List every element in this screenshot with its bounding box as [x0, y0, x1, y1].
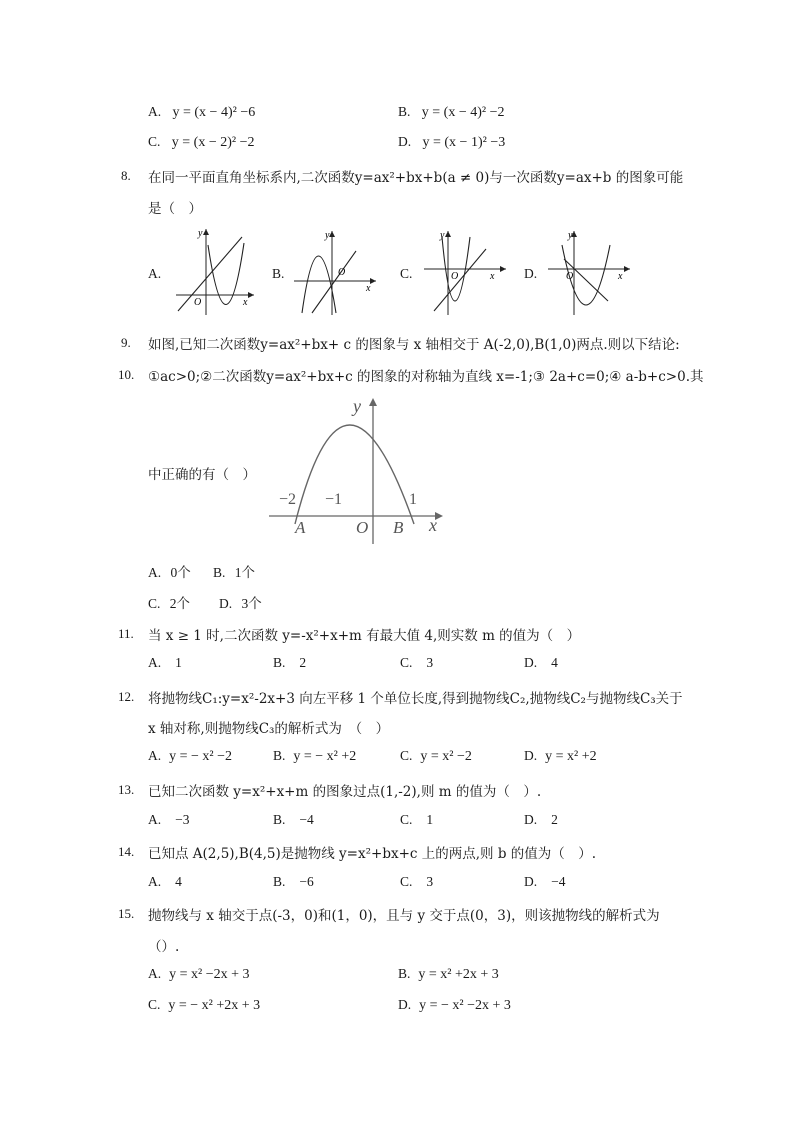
- y-axis-label: y: [440, 230, 445, 241]
- option-label: C.: [148, 596, 161, 611]
- q7-option-a[interactable]: [148, 104, 255, 121]
- q8-graph-d[interactable]: [544, 225, 634, 317]
- q12-stem-line2: x 轴对称,则抛物线C₃的解析式为 （ ）: [148, 721, 390, 737]
- q10-option-a[interactable]: [148, 561, 191, 581]
- q14-option-c[interactable]: [400, 874, 433, 890]
- option-text: y = x² −2x + 3: [169, 967, 250, 982]
- tick-label-minus1: −1: [325, 491, 343, 508]
- option-text: y = − x² −2x + 3: [419, 998, 511, 1013]
- q12-stem-line1: 将抛物线C₁:y=x²-2x+3 向左平移 1 个单位长度,得到抛物线C₂,抛物线C₂与抛物线C₃关于: [148, 691, 683, 707]
- x-axis-label: x: [618, 271, 623, 282]
- y-axis-label: y: [353, 396, 361, 416]
- point-b-label: B: [393, 518, 404, 537]
- option-label: C.: [400, 874, 413, 889]
- q10-option-d[interactable]: [219, 592, 262, 612]
- option-text: 2个: [169, 596, 191, 611]
- option-text: 1个: [234, 565, 256, 580]
- q8-graph-a[interactable]: [168, 225, 258, 317]
- q13-stem: 已知二次函数 y=x²+x+m 的图象过点(1,-2),则 m 的值为（ ）.: [148, 784, 542, 800]
- q14-option-b[interactable]: [273, 874, 314, 890]
- x-axis-label: x: [429, 515, 437, 535]
- option-label: D.: [398, 997, 412, 1012]
- option-label: A.: [148, 966, 162, 981]
- q14-option-d[interactable]: [524, 874, 566, 890]
- option-text: y = − x² +2x + 3: [168, 998, 261, 1013]
- q11-option-b[interactable]: [273, 655, 306, 671]
- q13-option-a[interactable]: [148, 812, 190, 828]
- question-number: 14.: [118, 844, 135, 859]
- q13-option-b[interactable]: [273, 812, 314, 828]
- option-text: y = − x² +2: [293, 749, 357, 764]
- option-text: 0个: [170, 565, 191, 580]
- question-number: 9.: [121, 335, 131, 350]
- q7-option-d[interactable]: [398, 134, 505, 151]
- option-text: 2: [299, 655, 307, 670]
- option-label: D.: [524, 874, 538, 889]
- origin-label: O: [451, 271, 459, 282]
- option-label: D.: [219, 596, 233, 611]
- q8-graph-c[interactable]: [420, 225, 510, 317]
- y-axis-label: y: [568, 230, 573, 241]
- q10-stem-cont: 中正确的有（ ）: [148, 467, 256, 483]
- tick-label-minus2: −2: [279, 491, 297, 508]
- option-label: B.: [398, 104, 411, 119]
- q15-stem-line1: 抛物线与 x 轴交于点(-3，0)和(1，0)，且与 y 交于点(0，3)，则该抛物线的解析式为: [148, 908, 660, 924]
- point-a-label: A: [295, 518, 306, 537]
- option-label: A.: [148, 748, 162, 763]
- option-text: 4: [551, 655, 558, 670]
- q11-option-d[interactable]: [524, 655, 558, 671]
- option-text: 3个: [241, 596, 262, 611]
- option-label: A.: [148, 655, 162, 670]
- q12-option-c[interactable]: [400, 748, 472, 765]
- q12-option-b[interactable]: [273, 748, 356, 765]
- question-number: 10.: [118, 367, 135, 382]
- option-text: y = x² +2: [545, 749, 597, 764]
- option-text: y = x² −2: [420, 749, 472, 764]
- option-label: B.: [398, 966, 411, 981]
- question-number: 8.: [121, 168, 131, 183]
- option-label: C.: [148, 997, 161, 1012]
- q15-option-d[interactable]: [398, 997, 511, 1014]
- option-text: 3: [426, 874, 434, 889]
- option-text: −6: [299, 874, 314, 889]
- q8-stem-line2: 是（ ）: [148, 201, 202, 217]
- y-axis-label: y: [198, 228, 203, 239]
- x-axis-label: x: [243, 297, 248, 308]
- option-label: D.: [398, 134, 412, 149]
- q15-option-a[interactable]: [148, 966, 250, 983]
- option-text: 4: [175, 874, 182, 889]
- option-expr: y = (x − 4)² −2: [421, 105, 505, 120]
- q10-option-c[interactable]: [148, 592, 190, 612]
- option-label: B.: [273, 748, 286, 763]
- question-number: 15.: [118, 906, 135, 921]
- q8-stem-line1: 在同一平面直角坐标系内,二次函数y=ax²+bx+b(a ≠ 0)与一次函数y=ax+b 的图象可能: [148, 170, 684, 186]
- option-text: y = x² +2x + 3: [418, 967, 499, 982]
- option-text: −4: [551, 874, 566, 889]
- q12-option-a[interactable]: [148, 748, 232, 765]
- option-text: −3: [175, 812, 190, 827]
- option-label: C.: [400, 812, 413, 827]
- tick-label-1: 1: [409, 491, 417, 508]
- q15-option-b[interactable]: [398, 966, 499, 983]
- q15-stem-line2: （）.: [148, 939, 180, 955]
- option-text: 3: [426, 655, 434, 670]
- origin-label: O: [356, 518, 369, 537]
- q8-option-a-label[interactable]: A.: [148, 266, 162, 281]
- q7-option-c[interactable]: [148, 134, 254, 151]
- option-expr: y = (x − 4)² −6: [172, 105, 256, 120]
- option-label: A.: [148, 874, 162, 889]
- option-label: B.: [273, 812, 286, 827]
- q8-graph-b[interactable]: [290, 225, 380, 317]
- option-expr: y = (x − 1)² −3: [422, 135, 506, 150]
- q12-option-d[interactable]: [524, 748, 597, 765]
- option-label: B.: [213, 565, 226, 580]
- q10-option-b[interactable]: [213, 561, 255, 581]
- option-label: C.: [400, 748, 413, 763]
- origin-label: O: [566, 271, 574, 282]
- option-text: 1: [426, 812, 434, 827]
- q10-stem: ①ac>0;②二次函数y=ax²+bx+c 的图象的对称轴为直线 x=-1;③ 2a+c=0;④ a-b+c>0.其: [148, 369, 704, 385]
- option-label: D.: [524, 748, 538, 763]
- option-text: 2: [551, 812, 558, 827]
- q8-option-d-label[interactable]: D.: [524, 266, 538, 281]
- q9-stem: 如图,已知二次函数y=ax²+bx+ c 的图象与 x 轴相交于 A(-2,0),B(1,0)两点.则以下结论:: [148, 337, 680, 353]
- q14-option-a[interactable]: [148, 874, 182, 890]
- q14-stem: 已知点 A(2,5),B(4,5)是抛物线 y=x²+bx+c 上的两点,则 b 的值为（ ）.: [148, 846, 597, 862]
- q11-option-c[interactable]: [400, 655, 433, 671]
- x-axis-label: x: [490, 271, 495, 282]
- origin-label: O: [194, 297, 202, 308]
- question-number: 12.: [118, 689, 135, 704]
- option-label: A.: [148, 812, 162, 827]
- option-text: y = − x² −2: [169, 749, 233, 764]
- q10-parabola-figure: [265, 392, 450, 547]
- q8-option-b-label[interactable]: B.: [272, 266, 285, 281]
- x-axis-label: x: [366, 283, 371, 294]
- option-label: C.: [400, 655, 413, 670]
- origin-label: O: [338, 267, 346, 278]
- q15-option-c[interactable]: [148, 997, 260, 1014]
- option-label: A.: [148, 565, 162, 580]
- option-label: B.: [273, 874, 286, 889]
- q8-option-c-label[interactable]: C.: [400, 266, 413, 281]
- option-label: D.: [524, 655, 538, 670]
- question-number: 11.: [118, 626, 134, 641]
- question-number: 13.: [118, 782, 135, 797]
- q13-option-c[interactable]: [400, 812, 433, 828]
- q11-stem: 当 x ≥ 1 时,二次函数 y=-x²+x+m 有最大值 4,则实数 m 的值为（ ）: [148, 628, 581, 644]
- option-text: 1: [175, 655, 182, 670]
- option-expr: y = (x − 2)² −2: [171, 135, 255, 150]
- q7-option-b[interactable]: [398, 104, 504, 121]
- option-text: −4: [299, 812, 314, 827]
- y-axis-label: y: [325, 230, 330, 241]
- q13-option-d[interactable]: [524, 812, 558, 828]
- option-label: C.: [148, 134, 161, 149]
- option-label: D.: [524, 812, 538, 827]
- q11-option-a[interactable]: [148, 655, 182, 671]
- option-label: A.: [148, 104, 162, 119]
- option-label: B.: [273, 655, 286, 670]
